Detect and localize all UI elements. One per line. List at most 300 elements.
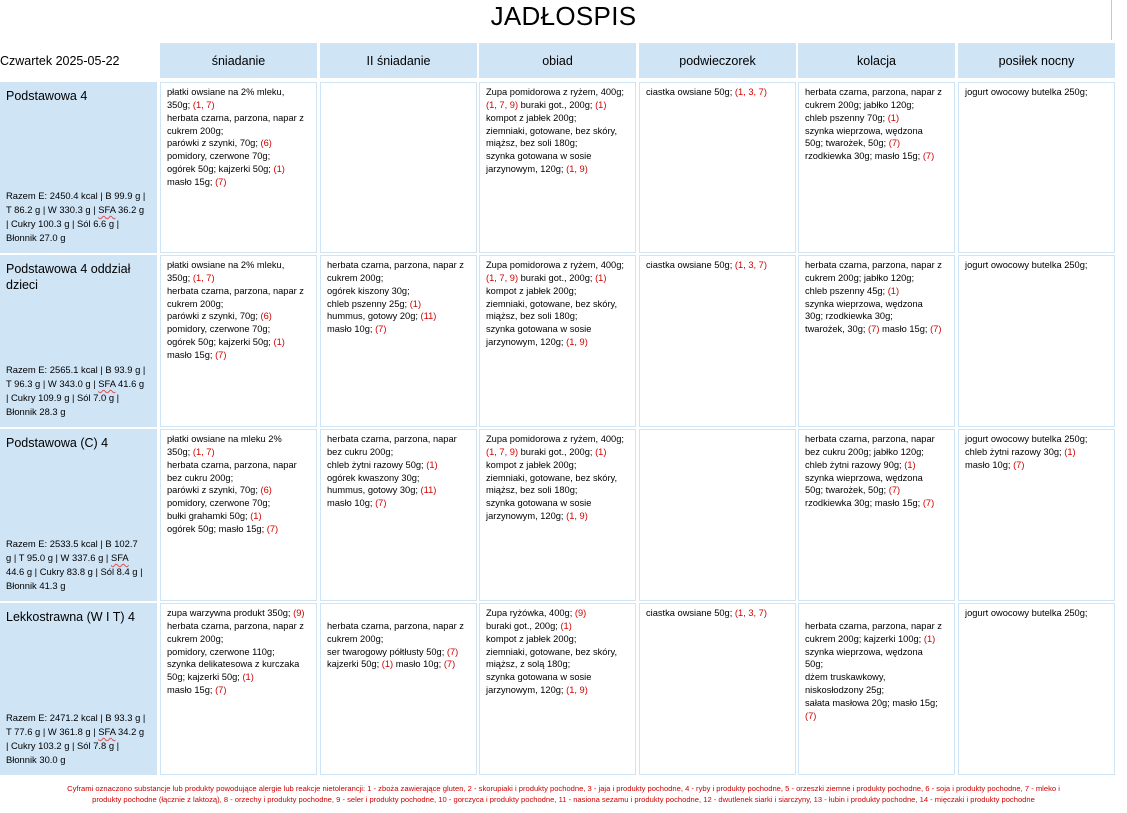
menu-item-line	[327, 497, 471, 510]
menu-item-line	[805, 150, 949, 163]
menu-item-line	[965, 86, 1109, 99]
menu-item-line	[805, 697, 949, 710]
menu-item-text: buraki got., 200g;	[518, 446, 596, 457]
allergen-codes: (7)	[922, 151, 935, 162]
allergen-codes: (1, 7)	[192, 99, 215, 110]
menu-item-text: miąższ, bez soli 180g;	[486, 485, 578, 496]
menu-item-line	[805, 484, 949, 497]
menu-item-line	[167, 607, 311, 620]
menu-item-text: pomidory, czerwone 110g;	[167, 646, 275, 657]
meal-header: kolacja	[798, 43, 955, 78]
menu-item-text: buraki got., 200g;	[518, 99, 596, 110]
allergen-codes: (1)	[273, 337, 285, 348]
menu-cell	[479, 603, 636, 775]
menu-item-text: ogórek 50g; kajzerki 50g;	[167, 337, 274, 348]
menu-item-line	[805, 298, 949, 311]
menu-item-line	[167, 633, 311, 646]
allergen-codes: (7)	[868, 324, 880, 335]
menu-cell	[639, 429, 796, 601]
menu-item-line	[167, 323, 311, 336]
menu-item-line	[805, 620, 949, 633]
menu-item-line	[327, 472, 471, 485]
menu-item-text: ziemniaki, gotowane, bez skóry,	[486, 472, 618, 483]
allergen-codes: (7)	[443, 659, 456, 670]
allergen-codes: (1)	[250, 511, 262, 522]
menu-item-text: chleb pszenny 70g;	[805, 112, 888, 123]
menu-item-line	[167, 497, 311, 510]
menu-item-text: 50g; twarożek, 50g;	[805, 485, 889, 496]
menu-item-line	[486, 646, 630, 659]
menu-item-text: buraki got., 200g;	[518, 272, 596, 283]
menu-item-line	[167, 671, 311, 684]
menu-item-text: jogurt owocowy butelka 250g;	[965, 87, 1088, 97]
menu-item-text: pomidory, czerwone 70g;	[167, 498, 271, 509]
allergen-codes: (1)	[595, 99, 607, 110]
menu-item-line	[805, 310, 949, 323]
allergen-codes: (7)	[446, 646, 459, 657]
menu-item-text: 50g;	[805, 659, 824, 670]
menu-item-line	[167, 163, 311, 176]
menu-item-line	[167, 112, 311, 125]
menu-item-line	[965, 259, 1109, 272]
menu-item-line	[486, 446, 630, 459]
menu-item-line	[486, 633, 630, 646]
footnote-line: Cyframi oznaczono substancje lub produkty powodujące alergie lub reakcje nietolerancji: 1 - zboża zawierające gluten, 2 - skorupiaki i produkty pochodne, 3 - jaja i produkty pochodne, 4 - ryby i produkty pochodne, 5 - orzeszki ziemne i produkty pochodne, 6 - soja i produkty pochodne, 7 - mleko i	[67, 784, 1060, 793]
meal-header: podwieczorek	[639, 43, 796, 78]
allergen-codes: (1)	[923, 633, 936, 644]
diet-nutrition-summary	[6, 189, 153, 245]
allergen-codes: (7)	[888, 138, 901, 149]
menu-cell	[479, 429, 636, 601]
nutrition-line: Razem E: 2450.4 kcal | B 99.9 g |	[6, 190, 146, 201]
menu-item-line	[805, 285, 949, 298]
menu-item-text: jogurt owocowy butelka 250g;	[965, 260, 1088, 270]
menu-item-text: masło 15g;	[167, 349, 216, 360]
menu-item-line	[167, 446, 311, 459]
allergen-codes: (1, 3, 7)	[734, 87, 767, 97]
menu-item-text: szynka gotowana w sosie	[486, 324, 592, 335]
menu-item-line	[486, 433, 630, 446]
allergen-codes: (7)	[930, 324, 942, 335]
menu-item-line	[167, 272, 311, 285]
nutrition-line	[6, 551, 153, 565]
menu-item-line	[167, 459, 311, 472]
allergen-codes: (7)	[375, 324, 387, 335]
menu-item-line	[646, 86, 790, 99]
allergen-codes: (7)	[922, 498, 935, 509]
menu-item-text: cukrem 200g; kajzerki 100g;	[805, 633, 924, 644]
menu-cell	[798, 255, 955, 427]
allergen-footnote	[0, 783, 1127, 805]
menu-item-text: zupa warzywna produkt 350g;	[167, 608, 294, 618]
menu-item-text: sałata masłowa 20g; masło 15g;	[805, 697, 938, 708]
menu-cell	[958, 255, 1115, 427]
allergen-codes: (1)	[381, 659, 394, 670]
allergen-codes: (1)	[273, 164, 285, 175]
menu-cell	[958, 603, 1115, 775]
menu-item-line	[965, 433, 1109, 446]
menu-cell	[320, 82, 477, 253]
diet-label	[0, 255, 157, 427]
menu-item-line	[805, 671, 949, 684]
allergen-codes: (7)	[215, 685, 227, 696]
menu-item-line	[486, 607, 630, 620]
menu-item-line	[486, 137, 630, 150]
allergen-codes: (7)	[215, 176, 227, 187]
menu-item-text: szynka gotowana w sosie	[486, 151, 592, 162]
nutrition-text: T 96.3 g | W 343.0 g |	[6, 378, 99, 389]
menu-cell	[958, 82, 1115, 253]
menu-item-line	[167, 433, 311, 446]
menu-item-line	[167, 125, 311, 138]
menu-item-line	[327, 433, 471, 446]
menu-item-line	[805, 433, 949, 446]
nutrition-line: | Cukry 109.9 g | Sól 7.0 g |	[6, 392, 120, 403]
menu-item-text: chleb pszenny 45g;	[805, 285, 888, 296]
menu-item-line	[486, 336, 630, 349]
nutrition-text: T 86.2 g | W 330.3 g |	[6, 204, 99, 215]
menu-item-line	[805, 446, 949, 459]
nutrition-line: | Cukry 100.3 g | Sól 6.6 g |	[6, 218, 120, 229]
menu-item-line	[805, 137, 949, 150]
menu-cell	[160, 82, 317, 253]
menu-cell	[798, 82, 955, 253]
menu-item-text: ziemniaki, gotowane, bez skóry,	[486, 125, 618, 136]
allergen-codes: (1, 9)	[566, 164, 588, 175]
menu-item-text: ser twarogowy półtłusty 50g;	[327, 646, 447, 657]
menu-cell	[639, 82, 796, 253]
nutrition-text: 34.2 g	[115, 726, 145, 737]
menu-item-line	[486, 150, 630, 163]
nutrition-line: Błonnik 41.3 g	[6, 580, 66, 591]
menu-item-line	[327, 298, 471, 311]
menu-item-line	[167, 472, 311, 485]
menu-item-text: kompot z jabłek 200g;	[486, 633, 577, 644]
sfa-label: SFA	[98, 204, 116, 215]
menu-item-line	[167, 150, 311, 163]
menu-item-line	[167, 484, 311, 497]
menu-item-text: kompot z jabłek 200g;	[486, 112, 577, 123]
page-title: JADŁOSPIS	[490, 1, 637, 31]
menu-item-text: cukrem 200g; jabłko 120g;	[805, 99, 915, 110]
menu-item-text: miąższ, bez soli 180g;	[486, 138, 578, 149]
menu-cell	[320, 603, 477, 775]
allergen-codes: (1)	[887, 285, 900, 296]
allergen-codes: (1, 9)	[566, 511, 588, 522]
menu-item-text: szynka wieprzowa, wędzona	[805, 472, 923, 483]
menu-item-text: masło 15g;	[879, 324, 931, 335]
menu-item-text: rzodkiewka 30g; masło 15g;	[805, 498, 923, 509]
menu-item-line	[486, 671, 630, 684]
nutrition-text: g | T 95.0 g | W 337.6 g |	[6, 552, 111, 563]
menu-cell	[958, 429, 1115, 601]
menu-item-text: chleb żytni razowy 30g;	[965, 446, 1065, 457]
menu-cell	[479, 255, 636, 427]
menu-item-line	[167, 176, 311, 189]
menu-item-line	[805, 472, 949, 485]
menu-item-text: jogurt owocowy butelka 250g;	[965, 434, 1088, 444]
allergen-codes: (7)	[266, 523, 279, 534]
menu-item-text: Zupa ryżówka, 400g;	[486, 608, 575, 618]
nutrition-line: Razem E: 2565.1 kcal | B 93.9 g |	[6, 364, 146, 375]
menu-item-line	[327, 272, 471, 285]
nutrition-line	[6, 203, 153, 217]
menu-item-text: 350g;	[167, 446, 193, 457]
diet-nutrition-summary	[6, 363, 153, 419]
menu-item-line	[805, 607, 949, 620]
menu-cell	[320, 255, 477, 427]
allergen-codes: (11)	[420, 485, 437, 496]
menu-item-line	[965, 607, 1109, 620]
menu-cell	[798, 429, 955, 601]
allergen-codes: (9)	[293, 608, 305, 618]
menu-item-line	[327, 323, 471, 336]
allergen-codes: (1)	[242, 672, 254, 683]
menu-item-text: jarzynowym, 120g;	[486, 337, 567, 348]
menu-item-text: parówki z szynki, 70g;	[167, 485, 261, 496]
menu-item-text: bez cukru 200g;	[327, 446, 394, 457]
menu-item-text: herbata czarna, parzona, napar z	[805, 260, 942, 270]
nutrition-text: 41.6 g	[115, 378, 145, 389]
menu-item-line	[486, 497, 630, 510]
menu-item-line	[486, 310, 630, 323]
menu-cell	[160, 429, 317, 601]
menu-item-text: 30g; rzodkiewka 30g;	[805, 311, 893, 322]
menu-item-line	[167, 259, 311, 272]
menu-item-text: 50g; kajzerki 50g;	[167, 672, 243, 683]
menu-item-line	[486, 163, 630, 176]
menu-item-line	[486, 99, 630, 112]
menu-item-text: herbata czarna, parzona, napar z	[167, 112, 304, 123]
menu-item-text: bez cukru 200g; jabłko 120g;	[805, 446, 924, 457]
menu-item-line	[805, 658, 949, 671]
menu-item-text: herbata czarna, parzona, napar z	[327, 260, 464, 270]
allergen-codes: (1, 7)	[192, 446, 215, 457]
menu-item-text: 350g;	[167, 99, 193, 110]
menu-item-line	[965, 459, 1109, 472]
menu-item-line	[486, 259, 630, 272]
menu-item-text: płatki owsiane na mleku 2%	[167, 434, 282, 444]
allergen-codes: (1)	[1064, 446, 1076, 457]
menu-item-text: kompot z jabłek 200g;	[486, 459, 577, 470]
menu-cell	[160, 255, 317, 427]
allergen-codes: (1, 3, 7)	[734, 260, 767, 270]
menu-cell	[160, 603, 317, 775]
menu-item-line	[486, 285, 630, 298]
menu-item-line	[167, 523, 311, 536]
menu-item-text: szynka wieprzowa, wędzona	[805, 298, 923, 309]
allergen-codes: (1, 7, 9)	[486, 446, 519, 457]
menu-item-line	[167, 310, 311, 323]
diet-name: Lekkostrawna (W I T) 4	[6, 610, 135, 624]
menu-item-line	[167, 684, 311, 697]
menu-item-line	[805, 710, 949, 723]
menu-item-line	[327, 259, 471, 272]
menu-item-text: masło 15g;	[167, 176, 216, 187]
menu-item-line	[486, 323, 630, 336]
menu-item-text: herbata czarna, parzona, napar z	[167, 285, 304, 296]
menu-item-text: szynka gotowana w sosie	[486, 672, 592, 683]
menu-cell	[320, 429, 477, 601]
menu-item-text: pomidory, czerwone 70g;	[167, 324, 271, 335]
menu-item-line	[167, 620, 311, 633]
menu-item-text: szynka wieprzowa, wędzona	[805, 646, 923, 657]
menu-item-line	[167, 646, 311, 659]
meal-header: obiad	[479, 43, 636, 78]
menu-item-text: masło 10g;	[327, 324, 376, 335]
menu-item-line	[486, 684, 630, 697]
menu-item-line	[805, 86, 949, 99]
menu-item-text: ogórek 50g; kajzerki 50g;	[167, 164, 274, 175]
meal-header: śniadanie	[160, 43, 317, 78]
menu-item-line	[167, 298, 311, 311]
sfa-label: SFA	[98, 726, 116, 737]
nutrition-line: Błonnik 28.3 g	[6, 406, 66, 417]
menu-item-text: płatki owsiane na 2% mleku,	[167, 87, 285, 97]
allergen-codes: (1)	[595, 446, 607, 457]
diet-label	[0, 82, 157, 253]
diet-label	[0, 429, 157, 601]
menu-item-text: twarożek, 30g;	[805, 324, 869, 335]
menu-item-line	[167, 510, 311, 523]
allergen-codes: (1)	[409, 298, 422, 309]
menu-item-text: ciastka owsiane 50g;	[646, 260, 735, 270]
menu-item-line	[965, 446, 1109, 459]
menu-item-text: parówki z szynki, 70g;	[167, 138, 261, 149]
menu-item-line	[646, 259, 790, 272]
menu-item-line	[327, 285, 471, 298]
nutrition-line: 44.6 g | Cukry 83.8 g | Sól 8.4 g |	[6, 566, 143, 577]
allergen-codes: (1, 7)	[192, 272, 215, 283]
menu-item-line	[167, 137, 311, 150]
menu-item-text: jarzynowym, 120g;	[486, 511, 567, 522]
menu-item-line	[327, 658, 471, 671]
menu-item-text: cukrem 200g;	[327, 633, 384, 644]
sfa-label: SFA	[98, 378, 116, 389]
menu-item-line	[805, 125, 949, 138]
menu-item-text: kajzerki 50g;	[327, 659, 382, 670]
menu-item-text: buraki got., 200g;	[486, 620, 561, 631]
menu-cell	[639, 255, 796, 427]
menu-item-text: cukrem 200g;	[167, 125, 224, 136]
menu-item-line	[805, 272, 949, 285]
menu-item-line	[486, 484, 630, 497]
allergen-codes: (6)	[260, 485, 272, 496]
menu-cell	[479, 82, 636, 253]
menu-cell	[639, 603, 796, 775]
allergen-codes: (1, 7, 9)	[486, 272, 519, 283]
allergen-codes: (6)	[260, 138, 272, 149]
menu-cell	[798, 603, 955, 775]
nutrition-line: Błonnik 30.0 g	[6, 754, 66, 765]
menu-item-text: chleb pszenny 25g;	[327, 298, 410, 309]
menu-item-text: chleb żytni razowy 50g;	[327, 459, 427, 470]
allergen-codes: (1)	[904, 459, 916, 470]
allergen-codes: (1, 9)	[566, 685, 588, 696]
menu-item-line	[327, 484, 471, 497]
allergen-codes: (7)	[805, 710, 817, 721]
menu-item-text: ogórek kwaszony 30g;	[327, 472, 420, 483]
menu-item-text: ciastka owsiane 50g;	[646, 608, 735, 618]
menu-item-text: ziemniaki, gotowane, bez skóry,	[486, 298, 618, 309]
menu-item-text: szynka delikatesowa z kurczaka	[167, 659, 300, 670]
menu-item-text: masło 10g;	[393, 659, 444, 670]
meal-header: posiłek nocny	[958, 43, 1115, 78]
nutrition-line	[6, 725, 153, 739]
menu-item-text: bez cukru 200g;	[167, 472, 234, 483]
menu-item-text: ogórek kiszony 30g;	[327, 285, 410, 296]
menu-item-line	[486, 272, 630, 285]
diet-nutrition-summary	[6, 537, 153, 593]
menu-item-text: kompot z jabłek 200g;	[486, 285, 577, 296]
menu-item-line	[805, 99, 949, 112]
menu-item-text: Zupa pomidorowa z ryżem, 400g;	[486, 260, 624, 270]
allergen-codes: (1)	[595, 272, 607, 283]
nutrition-line: Błonnik 27.0 g	[6, 232, 66, 243]
menu-item-text: jarzynowym, 120g;	[486, 164, 567, 175]
menu-item-text: herbata czarna, parzona, napar z	[805, 87, 942, 97]
menu-item-text: herbata czarna, parzona, napar	[805, 434, 935, 444]
menu-item-text: ciastka owsiane 50g;	[646, 87, 735, 97]
allergen-codes: (1, 7, 9)	[486, 99, 519, 110]
menu-date: Czwartek 2025-05-22	[0, 54, 120, 68]
allergen-codes: (7)	[215, 349, 227, 360]
menu-item-line	[327, 310, 471, 323]
menu-item-text: Zupa pomidorowa z ryżem, 400g;	[486, 87, 624, 97]
allergen-codes: (7)	[375, 498, 387, 509]
allergen-codes: (6)	[260, 311, 272, 322]
menu-item-text: jogurt owocowy butelka 250g;	[965, 608, 1088, 618]
menu-item-line	[327, 646, 471, 659]
allergen-codes: (1, 3, 7)	[734, 608, 767, 618]
menu-item-line	[805, 259, 949, 272]
menu-item-text: chleb żytni razowy 90g;	[805, 459, 905, 470]
menu-item-line	[167, 336, 311, 349]
menu-item-text: cukrem 200g;	[327, 272, 384, 283]
menu-item-text: masło 10g;	[327, 498, 376, 509]
menu-item-line	[327, 633, 471, 646]
menu-item-text: miąższ, bez soli 180g;	[486, 311, 578, 322]
menu-item-text: bułki grahamki 50g;	[167, 511, 251, 522]
menu-item-text: ziemniaki, gotowane, bez skóry,	[486, 646, 618, 657]
diet-label	[0, 603, 157, 775]
menu-item-text: hummus, gotowy 30g;	[327, 485, 421, 496]
menu-item-line	[327, 459, 471, 472]
nutrition-line: | Cukry 103.2 g | Sól 7.8 g |	[6, 740, 120, 751]
menu-item-line	[646, 607, 790, 620]
menu-item-text: hummus, gotowy 20g;	[327, 311, 421, 322]
menu-item-line	[486, 112, 630, 125]
menu-item-text: szynka wieprzowa, wędzona	[805, 125, 923, 136]
menu-item-text: cukrem 200g;	[167, 298, 224, 309]
menu-item-line	[805, 497, 949, 510]
menu-item-text: herbata czarna, parzona, napar z	[805, 620, 942, 631]
menu-item-text: płatki owsiane na 2% mleku,	[167, 260, 285, 270]
menu-item-text: herbata czarna, parzona, napar	[167, 459, 297, 470]
menu-item-line	[167, 99, 311, 112]
menu-item-text: 50g; twarożek, 50g;	[805, 138, 889, 149]
menu-item-line	[805, 323, 949, 336]
meal-header: II śniadanie	[320, 43, 477, 78]
menu-item-line	[167, 285, 311, 298]
footnote-line: produkty pochodne (łącznie z laktozą), 8 - orzechy i produkty pochodne, 9 - seler i produkty pochodne, 10 - gorczyca i produkty pochodne, 11 - nasiona sezamu i produkty pochodne, 12 - dwutlenek siarki i siarczyny, 13 - łubin i produkty pochodne, 14 - mięczaki i produkty pochodne	[92, 795, 1035, 804]
menu-item-line	[486, 472, 630, 485]
nutrition-line: Razem E: 2471.2 kcal | B 93.3 g |	[6, 712, 146, 723]
allergen-codes: (1)	[426, 459, 438, 470]
menu-item-line	[486, 298, 630, 311]
menu-item-text: Zupa pomidorowa z ryżem, 400g;	[486, 434, 624, 444]
menu-item-text: ogórek 50g; masło 15g;	[167, 523, 267, 534]
